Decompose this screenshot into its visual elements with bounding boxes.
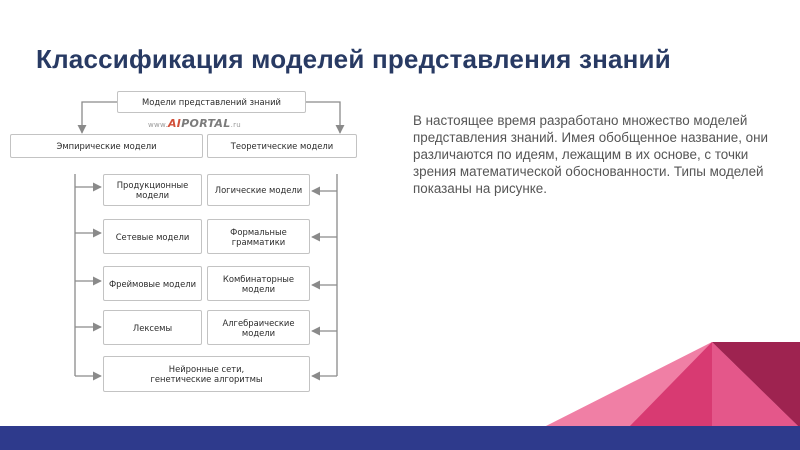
root-box: Модели представлений знаний xyxy=(117,91,306,113)
bottom-bar xyxy=(0,426,800,450)
bottom-box-neural: Нейронные сети, генетические алгоритмы xyxy=(103,356,310,392)
theoretical-item-algebraic: Алгебраические модели xyxy=(207,310,310,345)
empirical-models-box: Эмпирические модели xyxy=(10,134,203,158)
empirical-item-lexeme: Лексемы xyxy=(103,310,202,345)
theoretical-item-combinatorial: Комбинаторные модели xyxy=(207,266,310,301)
theoretical-item-logical: Логические модели xyxy=(207,174,310,206)
empirical-item-network: Сетевые модели xyxy=(103,219,202,254)
watermark: www.AIPORTAL.ru xyxy=(148,117,242,130)
empirical-item-frame: Фреймовые модели xyxy=(103,266,202,301)
theoretical-models-box: Теоретические модели xyxy=(207,134,357,158)
empirical-item-production: Продукционные модели xyxy=(103,174,202,206)
slide-title: Классификация моделей представления знаний xyxy=(36,44,671,74)
slide-description: В настоящее время разработано множество моделей представления знаний. Имея обобщенное название, они различаются по идеям, лежащим в их основе, с точки зрения математической обоснованности. Типы моделей показаны на рисунке. xyxy=(413,113,769,196)
theoretical-item-grammar: Формальные грамматики xyxy=(207,219,310,254)
